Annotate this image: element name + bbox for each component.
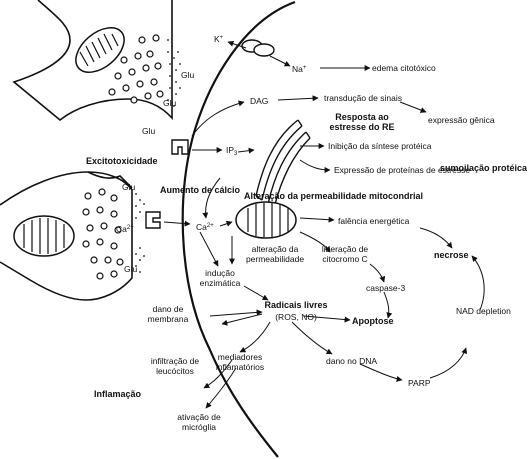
label-apoptose: Apoptose: [352, 316, 394, 326]
label-glu-4: Glu: [122, 182, 136, 192]
label-inibicao: Inibição da síntese protéica: [328, 141, 432, 151]
label-expressao-genica: expressão gênica: [428, 115, 495, 125]
ip3-receptor-channel: [172, 140, 188, 154]
label-ativacao-microglia: ativação de micróglia: [177, 412, 221, 432]
label-parp: PARP: [408, 378, 431, 388]
label-falencia: falência energética: [338, 216, 410, 226]
label-infiltracao-leucocitos: infiltração de leucócitos: [150, 356, 200, 376]
label-aumento-calcio: Aumento de cálcio: [160, 185, 241, 195]
label-na-ion: Na+: [292, 64, 307, 74]
label-k-ion: K+: [214, 34, 224, 44]
label-expressao-proteinas: Expressão de proteínas de estresse: [334, 165, 471, 175]
label-inflamacao: Inflamação: [94, 389, 142, 399]
label-edema: edema citotóxico: [372, 63, 436, 73]
label-transducao: transdução de sinais: [324, 93, 402, 103]
label-ip3: $IP_3$: [226, 145, 238, 157]
label-ca-mid: $Ca^{2+}$: [196, 222, 214, 232]
label-glu-5: Glu: [124, 264, 138, 274]
postsynaptic-mitochondrion: [236, 202, 296, 238]
label-inducao-enzimatica: indução enzimática: [199, 268, 241, 288]
label-alteracao-perm-mito: Alteração da permeabilidade mitocondrial: [244, 191, 424, 201]
label-glu-3: Glu: [142, 126, 156, 136]
label-mediadores-inflamatorios: mediadores inflamatórios: [215, 352, 265, 372]
label-resposta-re: Resposta ao estresse do RE: [329, 112, 395, 132]
label-ros-no: (ROS, NO): [275, 312, 317, 322]
label-dano-membrana: dano de membrana: [147, 304, 189, 324]
k-na-channel: [242, 40, 274, 56]
label-dag: DAG: [250, 96, 269, 106]
label-radicais-livres: Radicais livres: [264, 300, 328, 310]
label-liberacao-citocromo: liberação de citocromo C: [321, 244, 369, 264]
label-sumoilacao: sumoilação protéica: [440, 163, 528, 173]
calcium-channel: [146, 212, 160, 228]
label-dano-dna: dano no DNA: [326, 356, 378, 366]
label-necrose: necrose: [434, 250, 469, 260]
label-ca-left: $Ca^{2+}$: [116, 224, 134, 234]
label-caspase: caspase-3: [366, 283, 406, 293]
upper-presynaptic-terminal: [14, 0, 181, 120]
label-alteracao-permeabilidade: alteração da permeabilidade: [245, 244, 305, 264]
label-nad-depletion: NAD depletion: [456, 306, 511, 316]
label-glu-1: Glu: [181, 70, 195, 80]
label-excitotoxicidade: Excitotoxicidade: [86, 156, 158, 166]
label-glu-2: Glu: [163, 98, 177, 108]
